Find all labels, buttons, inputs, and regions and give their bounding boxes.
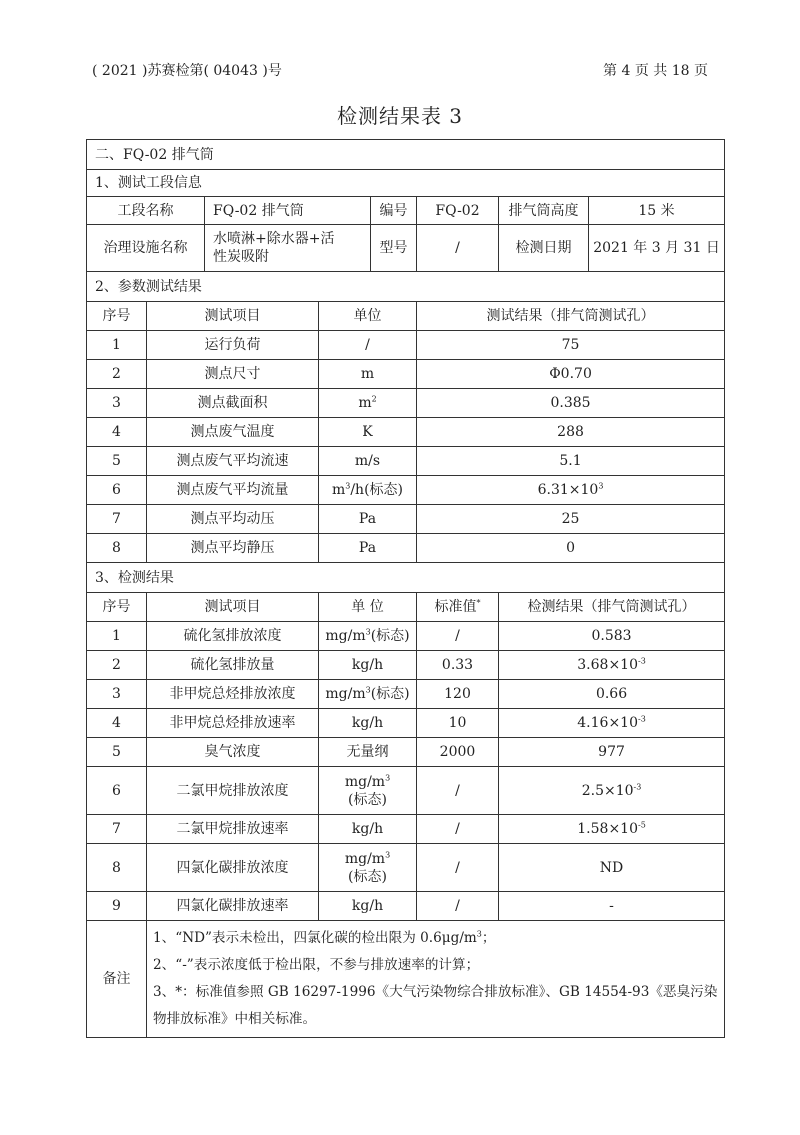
result-value: ND bbox=[499, 844, 725, 892]
table-row bbox=[87, 534, 725, 563]
notes-row bbox=[87, 921, 725, 1038]
param-no: 2 bbox=[87, 360, 147, 389]
result-unit: kg/h bbox=[319, 709, 417, 738]
result-unit: kg/h bbox=[319, 651, 417, 680]
result-item: 硫化氢排放浓度 bbox=[147, 622, 319, 651]
info-heading: 1、测试工段信息 bbox=[87, 170, 725, 197]
result-no: 5 bbox=[87, 738, 147, 767]
result-item: 非甲烷总烃排放浓度 bbox=[147, 680, 319, 709]
table-row bbox=[87, 505, 725, 534]
result-item: 四氯化碳排放速率 bbox=[147, 892, 319, 921]
param-result: 75 bbox=[417, 331, 725, 360]
param-item: 测点尺寸 bbox=[147, 360, 319, 389]
result-unit: $mg/m^3$(标态) bbox=[319, 680, 417, 709]
result-no: 8 bbox=[87, 844, 147, 892]
param-item: 运行负荷 bbox=[147, 331, 319, 360]
result-item: 二氯甲烷排放速率 bbox=[147, 815, 319, 844]
result-no: 4 bbox=[87, 709, 147, 738]
label-model: 型号 bbox=[371, 225, 417, 272]
col-header-item: 测试项目 bbox=[147, 593, 319, 622]
result-unit: kg/h bbox=[319, 815, 417, 844]
param-item: 测点废气平均流量 bbox=[147, 476, 319, 505]
table-row bbox=[87, 389, 725, 418]
label-date: 检测日期 bbox=[499, 225, 589, 272]
param-no: 3 bbox=[87, 389, 147, 418]
param-no: 6 bbox=[87, 476, 147, 505]
label-height: 排气筒高度 bbox=[499, 197, 589, 225]
result-standard: / bbox=[417, 767, 499, 815]
param-unit: Pa bbox=[319, 534, 417, 563]
param-result: 288 bbox=[417, 418, 725, 447]
info-row bbox=[87, 225, 725, 272]
param-result: $6.31\times 10^3$ bbox=[417, 476, 725, 505]
table-row bbox=[87, 622, 725, 651]
label-code: 编号 bbox=[371, 197, 417, 225]
result-no: 1 bbox=[87, 622, 147, 651]
result-no: 2 bbox=[87, 651, 147, 680]
result-item: 臭气浓度 bbox=[147, 738, 319, 767]
result-unit: $mg/m^3$ (标态) bbox=[319, 844, 417, 892]
value-name: FQ-02 排气筒 bbox=[205, 197, 371, 225]
table-row bbox=[87, 476, 725, 505]
notes-content bbox=[147, 921, 725, 1038]
page-title: 检测结果表 3 bbox=[336, 104, 464, 128]
params-heading: 2、参数测试结果 bbox=[87, 272, 725, 302]
header-row bbox=[87, 302, 725, 331]
param-item: 测点截面积 bbox=[147, 389, 319, 418]
param-unit: $m^2$ bbox=[319, 389, 417, 418]
result-standard: 120 bbox=[417, 680, 499, 709]
value-model: / bbox=[417, 225, 499, 272]
col-header-unit: 单 位 bbox=[319, 593, 417, 622]
param-unit: m bbox=[319, 360, 417, 389]
param-item: 测点废气温度 bbox=[147, 418, 319, 447]
result-standard: 2000 bbox=[417, 738, 499, 767]
param-no: 5 bbox=[87, 447, 147, 476]
param-unit: m/s bbox=[319, 447, 417, 476]
col-header-result: 测试结果（排气筒测试孔） bbox=[417, 302, 725, 331]
result-standard: / bbox=[417, 815, 499, 844]
result-unit: $mg/m^3$(标态) bbox=[319, 622, 417, 651]
param-unit: Pa bbox=[319, 505, 417, 534]
param-unit: / bbox=[319, 331, 417, 360]
result-unit: kg/h bbox=[319, 892, 417, 921]
label-facility: 治理设施名称 bbox=[87, 225, 205, 272]
result-no: 6 bbox=[87, 767, 147, 815]
result-no: 7 bbox=[87, 815, 147, 844]
result-value: $4.16\times 10^{-3}$ bbox=[499, 709, 725, 738]
result-value: $1.58\times 10^{-5}$ bbox=[499, 815, 725, 844]
note-line: 1、“ND”表示未检出，四氯化碳的检出限为 $0.6\mu g/m^3$； bbox=[153, 929, 496, 946]
result-standard: 10 bbox=[417, 709, 499, 738]
info-row bbox=[87, 197, 725, 225]
report-number: ( 2021 )苏赛检第( 04043 )号 bbox=[92, 63, 282, 79]
result-no: 9 bbox=[87, 892, 147, 921]
label-name: 工段名称 bbox=[87, 197, 205, 225]
notes-label: 备注 bbox=[87, 921, 147, 1038]
param-result: 0.385 bbox=[417, 389, 725, 418]
result-item: 硫化氢排放量 bbox=[147, 651, 319, 680]
section-title: 二、FQ-02 排气筒 bbox=[87, 140, 725, 170]
note-line: 2、“-”表示浓度低于检出限，不参与排放速率的计算； bbox=[153, 957, 480, 973]
value-code: FQ-02 bbox=[417, 197, 499, 225]
result-unit: $mg/m^3$ (标态) bbox=[319, 767, 417, 815]
table-row bbox=[87, 892, 725, 921]
result-value: - bbox=[499, 892, 725, 921]
param-result: 25 bbox=[417, 505, 725, 534]
result-value: $2.5\times 10^{-3}$ bbox=[499, 767, 725, 815]
table-row bbox=[87, 447, 725, 476]
col-header-no: 序号 bbox=[87, 593, 147, 622]
result-value: $3.68\times 10^{-3}$ bbox=[499, 651, 725, 680]
param-item: 测点废气平均流速 bbox=[147, 447, 319, 476]
table-row bbox=[87, 738, 725, 767]
note-line: 3、*：标准值参照 GB 16297-1996《大气污染物综合排放标准》、GB 14554-93《恶臭污染物排放标准》中相关标准。 bbox=[153, 984, 718, 1027]
param-no: 7 bbox=[87, 505, 147, 534]
section-row bbox=[87, 170, 725, 197]
table-row bbox=[87, 767, 725, 815]
results-heading: 3、检测结果 bbox=[87, 563, 725, 593]
section-row bbox=[87, 563, 725, 593]
result-standard: / bbox=[417, 622, 499, 651]
param-no: 4 bbox=[87, 418, 147, 447]
table-row bbox=[87, 844, 725, 892]
section-row bbox=[87, 140, 725, 170]
value-facility: 水喷淋+除水器+活 性炭吸附 bbox=[205, 225, 371, 272]
result-no: 3 bbox=[87, 680, 147, 709]
table-row bbox=[87, 680, 725, 709]
result-standard: / bbox=[417, 844, 499, 892]
result-value: 977 bbox=[499, 738, 725, 767]
param-item: 测点平均动压 bbox=[147, 505, 319, 534]
result-item: 非甲烷总烃排放速率 bbox=[147, 709, 319, 738]
table-row bbox=[87, 360, 725, 389]
result-unit: 无量纲 bbox=[319, 738, 417, 767]
col-header-unit: 单位 bbox=[319, 302, 417, 331]
param-result: Φ0.70 bbox=[417, 360, 725, 389]
table-row bbox=[87, 331, 725, 360]
table-row bbox=[87, 418, 725, 447]
result-standard: 0.33 bbox=[417, 651, 499, 680]
param-no: 8 bbox=[87, 534, 147, 563]
table-row bbox=[87, 815, 725, 844]
param-item: 测点平均静压 bbox=[147, 534, 319, 563]
result-item: 四氯化碳排放浓度 bbox=[147, 844, 319, 892]
col-header-no: 序号 bbox=[87, 302, 147, 331]
result-item: 二氯甲烷排放浓度 bbox=[147, 767, 319, 815]
table-row bbox=[87, 651, 725, 680]
table-row bbox=[87, 709, 725, 738]
param-unit: K bbox=[319, 418, 417, 447]
result-standard: / bbox=[417, 892, 499, 921]
value-date: 2021 年 3 月 31 日 bbox=[589, 225, 725, 272]
param-no: 1 bbox=[87, 331, 147, 360]
result-value: 0.583 bbox=[499, 622, 725, 651]
header-row bbox=[87, 593, 725, 622]
page-indicator: 第 4 页 共 18 页 bbox=[603, 63, 708, 79]
col-header-standard: 标准值* bbox=[417, 593, 499, 622]
result-value: 0.66 bbox=[499, 680, 725, 709]
param-unit: $m^3/h$(标态) bbox=[319, 476, 417, 505]
section-row bbox=[87, 272, 725, 302]
col-header-item: 测试项目 bbox=[147, 302, 319, 331]
results-table bbox=[86, 139, 725, 1038]
param-result: 5.1 bbox=[417, 447, 725, 476]
param-result: 0 bbox=[417, 534, 725, 563]
value-height: 15 米 bbox=[589, 197, 725, 225]
col-header-result: 检测结果（排气筒测试孔） bbox=[499, 593, 725, 622]
